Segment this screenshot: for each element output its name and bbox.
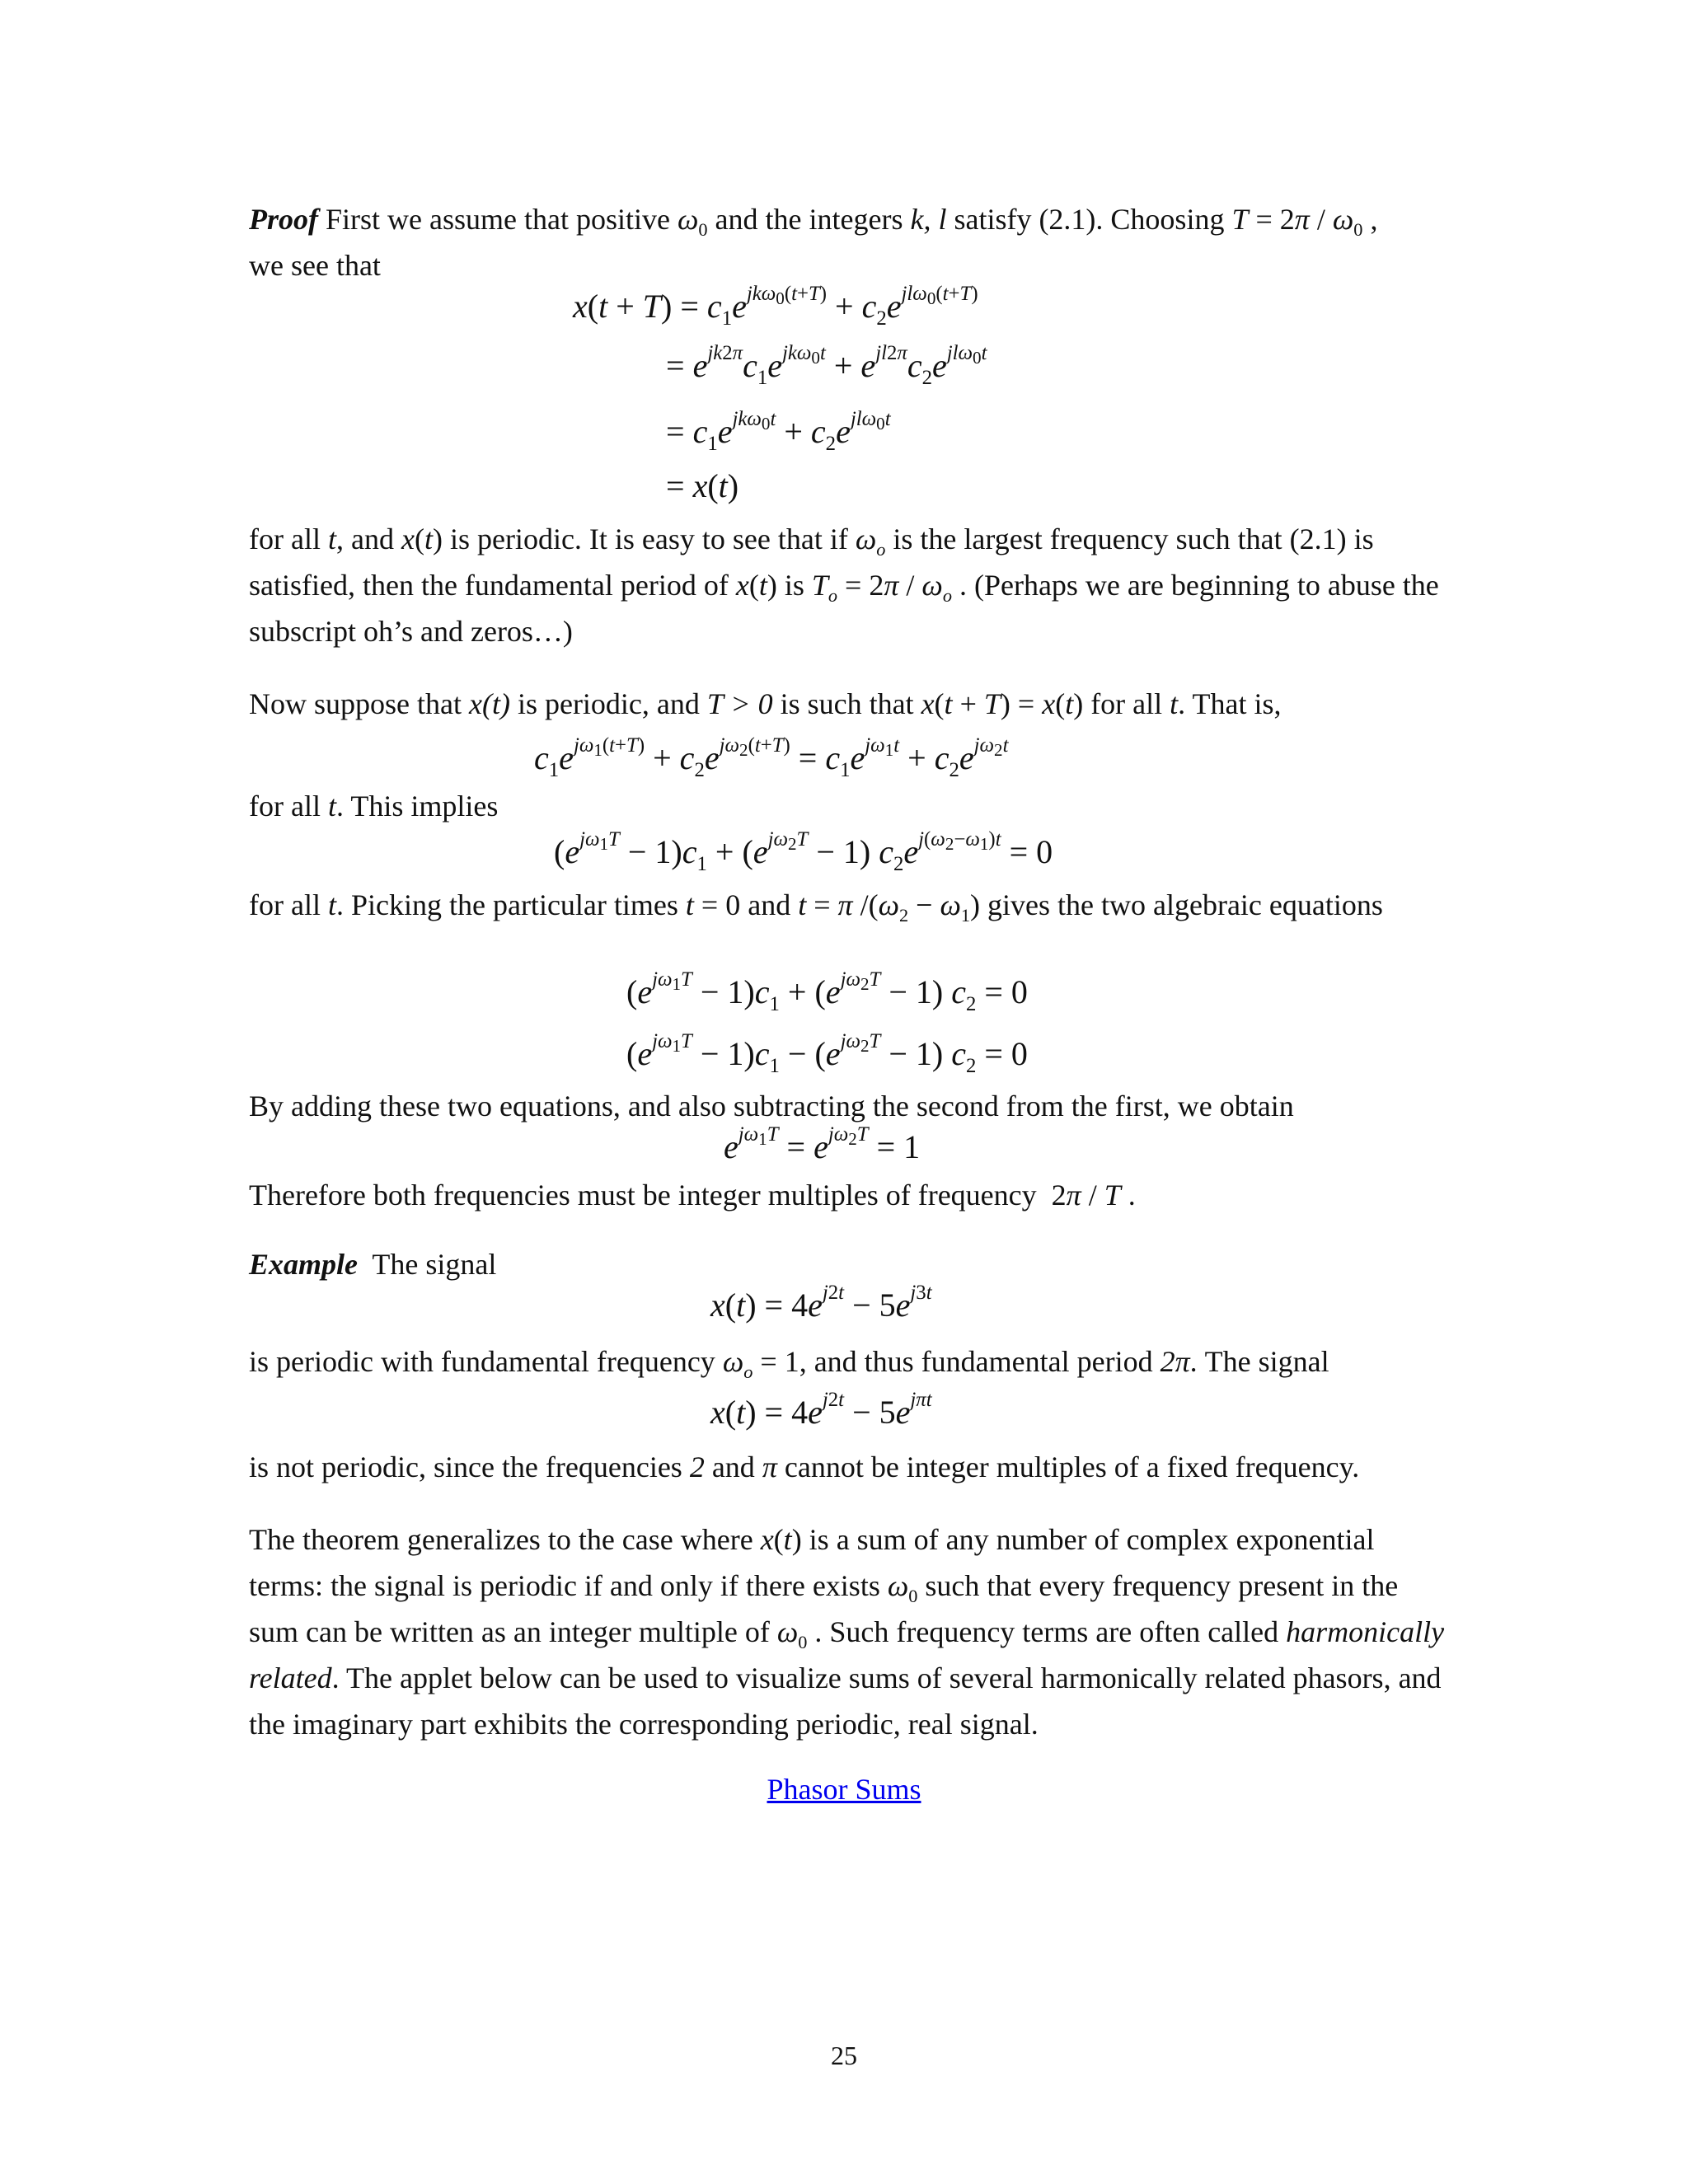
converse-conclusion: Therefore both frequencies must be integer multiples of frequency 2π / T . xyxy=(249,1179,1136,1212)
example-equation-2: $x(t) = 4e^{j2t} - 5e^{j\pi t}$ xyxy=(710,1388,932,1431)
converse-adding: By adding these two equations, and also subtracting the second from the first, we obtain xyxy=(249,1090,1294,1122)
link-container xyxy=(0,1772,1688,1807)
example-not-periodic-sentence: is not periodic, since the frequencies 2 and π cannot be integer multiples of a fixed frequency. xyxy=(249,1451,1360,1483)
example-periodic-sentence: is periodic with fundamental frequency $\omega_o = 1$, and thus fundamental period 2π. The signal xyxy=(249,1345,1329,1382)
converse-equation-2: $(e^{j\omega_1T} - 1)c_1 + (e^{j\omega_2T} - 1) c_2e^{j(\omega_2-\omega_1)t} = 0$ xyxy=(554,827,1053,875)
proof-equation-line-1: $x(t + T) = c_1e^{jk\omega_0(t+T)} + c_2e^{jl\omega_0(t+T)}$ xyxy=(573,282,978,330)
converse-implies: for all t. This implies xyxy=(249,790,499,823)
phasor-sums-link[interactable]: Phasor Sums xyxy=(767,1773,921,1806)
example-intro-text: The signal xyxy=(372,1248,497,1281)
converse-equation-5: $e^{j\omega_1T} = e^{j\omega_2T} = 1$ xyxy=(724,1122,921,1165)
proof-label: Proof xyxy=(249,203,318,236)
proof-equation-line-4: = x(t) xyxy=(666,467,739,504)
proof-conclusion: for all t, and x(t) is periodic. It is easy to see that if $\omega_o$ is the largest frequency such that (2.1) is satisfied, then the fundamental period of x(t) is $T_o = 2\pi / \omega_o$ . (Perhaps we are beginning to abuse the subscript oh’s and zeros…) xyxy=(249,523,1439,648)
proof-equation-line-3: = $c_1e^{jk\omega_0t} + c_2e^{jl\omega_0t}$ xyxy=(666,407,891,455)
example-equation-1: $x(t) = 4e^{j2t} - 5e^{j3t}$ xyxy=(710,1281,932,1324)
converse-picking-times: for all t. Picking the particular times t = 0 and t = π $/(\omega_2 - \omega_1)$ gives the two algebraic equations xyxy=(249,888,1383,926)
converse-intro: Now suppose that x(t) is periodic, and T > 0 is such that x(t + T) = x(t) for all t. That is, xyxy=(249,687,1282,720)
example-label: Example xyxy=(249,1248,358,1281)
converse-equation-3: $(e^{j\omega_1T} - 1)c_1 + (e^{j\omega_2T} - 1) c_2 = 0$ xyxy=(626,968,1028,1015)
converse-equation-4: $(e^{j\omega_1T} - 1)c_1 - (e^{j\omega_2T} - 1) c_2 = 0$ xyxy=(626,1029,1028,1077)
page-number: 25 xyxy=(831,2041,857,2070)
proof-paragraph: Proof First we assume that positive $\omega_0$ and the integers k, l satisfy (2.1). Choosing $T = 2\pi / \omega_0$ , we see that xyxy=(249,203,1378,282)
proof-equation-line-2: = $e^{jk2\pi}c_1e^{jk\omega_0t} + e^{jl2\pi}c_2e^{jl\omega_0t}$ xyxy=(666,341,987,389)
converse-equation-1: $c_1e^{j\omega_1(t+T)} + c_2e^{j\omega_2(t+T)} = c_1e^{j\omega_1t} + c_2e^{j\omega_2t}$ xyxy=(534,733,1009,781)
example-intro xyxy=(249,1241,1446,1287)
generalization-paragraph: The theorem generalizes to the case where x(t) is a sum of any number of complex exponential terms: the signal is periodic if and only if there exists $\omega_0$ such that every frequency present in the sum can be written as an integer multiple of $\omega_0$ . Such frequency terms are often called harmonically related. The applet below can be used to visualize sums of several harmonically related phasors, and the imaginary part exhibits the corresponding periodic, real signal. xyxy=(249,1523,1445,1741)
